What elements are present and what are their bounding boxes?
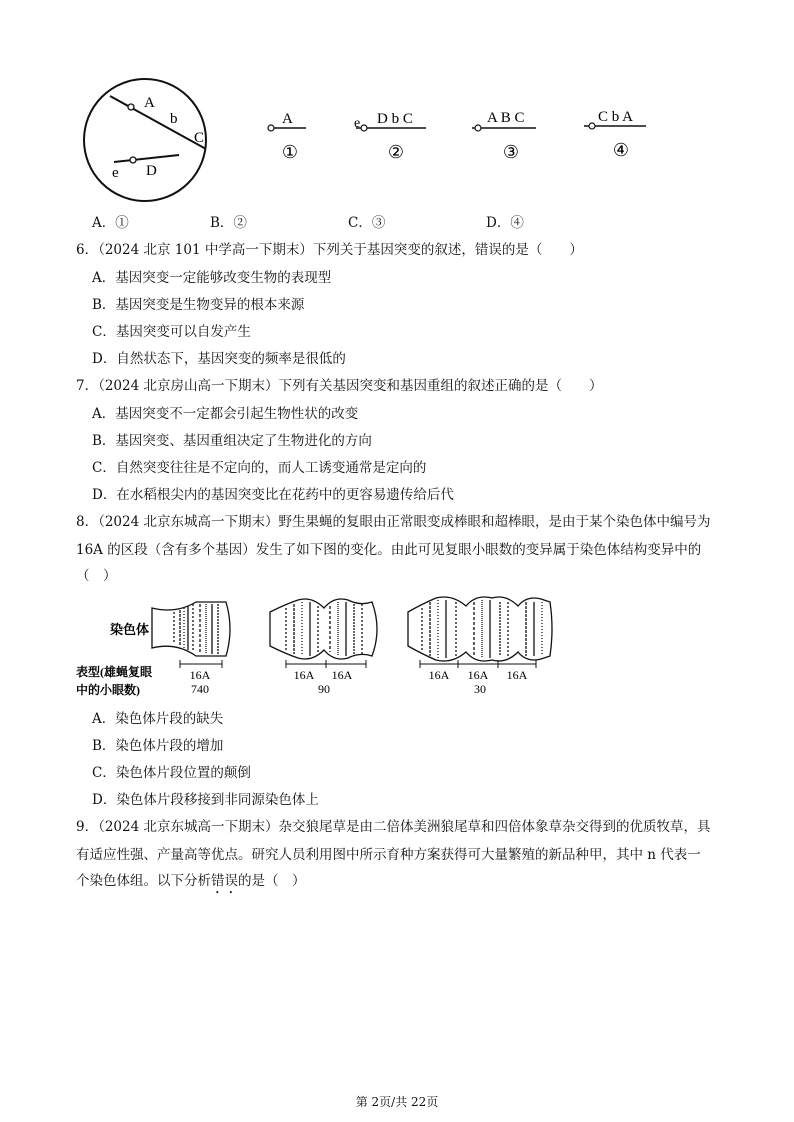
chromosome-ultrabar-eye [408,597,552,661]
page-footer: 第 2页/共 22页 [355,1095,439,1109]
q6-option-a: A．基因突变一定能够改变生物的表现型 [92,270,332,286]
option-2-number: ② [387,142,405,162]
q5-option-c: C．③ [348,215,386,231]
label-C: C [194,130,205,146]
option-4-centromere [589,123,595,129]
label-D: D [146,163,157,179]
option-2-centromere [361,125,367,131]
q7-option-a: A．基因突变不一定都会引起生物性状的改变 [92,406,359,422]
q9-stem-3c: 的是（ ） [238,873,306,889]
q5-option-a: A．① [92,215,129,231]
segment-label-3c: 16A [506,668,528,682]
chromosome-1 [110,96,206,149]
phenotype-label-1: 表型(雄蝇复眼 [76,665,152,679]
option-3-centromere [475,125,481,131]
option-1-centromere [268,125,274,131]
q7-stem: 7．（2024 北京房山高一下期末）下列有关基因突变和基因重组的叙述正确的是（ ） [76,378,603,394]
option-4-label: C b A [598,109,634,125]
q7-option-d: D．在水稻根尖内的基因突变比在花药中的更容易遗传给后代 [92,487,454,503]
q8-option-c: C．染色体片段位置的颠倒 [92,765,251,781]
chromosome-figure [80,76,680,206]
label-A: A [144,95,155,111]
q8-stem-line-2: 16A 的区段（含有多个基因）发生了如下图的变化。由此可见复眼小眼数的变异属于染色体结构变异中的 [76,542,702,558]
segment-label-1: 16A [189,668,211,682]
q6-option-c: C．基因突变可以自发产生 [92,324,251,340]
option-2-prefix: e [354,116,361,131]
q6-stem: 6．（2024 北京 101 中学高一下期末）下列关于基因突变的叙述，错误的是（ ） [76,242,583,258]
segment-label-2a: 16A [293,668,315,682]
option-2-label: D b C [377,111,413,127]
phenotype-label-2: 中的小眼数) [76,683,140,697]
option-1-number: ① [281,142,299,162]
q5-option-b: B．② [210,215,247,231]
segment-label-2b: 16A [331,668,353,682]
segment-label-3a: 16A [428,668,450,682]
q8-option-d: D．染色体片段移接到非同源染色体上 [92,792,319,808]
q5-option-d: D．④ [486,215,524,231]
option-4-number: ④ [612,140,630,160]
centromere-2 [130,157,136,163]
label-e: e [112,165,119,181]
option-3-label: A B C [487,110,525,126]
centromere-1 [128,104,134,110]
q9-emphasis-word: 错误 [211,873,238,889]
q6-option-b: B．基因突变是生物变异的根本来源 [92,297,305,313]
q8-chromosome-figure [76,594,556,704]
q8-option-a: A．染色体片段的缺失 [92,711,224,727]
q9-stem-line-1: 9．（2024 北京东城高一下期末）杂交狼尾草是由二倍体美洲狼尾草和四倍体象草杂交得到的优质牧草，具 [76,819,711,835]
chromosome-2 [114,155,179,162]
q6-option-d: D．自然状态下，基因突变的频率是很低的 [92,351,346,367]
chromosome-label: 染色体 [110,622,150,637]
label-b: b [170,111,178,127]
value-2: 90 [318,682,330,696]
segment-label-3b: 16A [467,668,489,682]
chromosome-bar-eye [270,599,377,659]
q8-stem-line-3: （ ） [76,568,117,584]
q8-option-b: B．染色体片段的增加 [92,738,224,754]
q7-option-c: C．自然突变往往是不定向的，而人工诱变通常是定向的 [92,460,427,476]
q9-stem-line-2: 有适应性强、产量高等优点。研究人员利用图中所示育种方案获得可大量繁殖的新品种甲，其中 n 代表一 [76,847,701,863]
q7-option-b: B．基因突变、基因重组决定了生物进化的方向 [92,433,372,449]
chromosome-normal [152,602,230,656]
q8-stem-line-1: 8．（2024 北京东城高一下期末）野生果蝇的复眼由正常眼变成棒眼和超棒眼，是由于某个染色体中编号为 [76,514,711,530]
value-3: 30 [474,682,486,696]
option-3-number: ③ [502,142,520,162]
option-1-label: A [282,111,293,127]
q9-stem-3a: 个染色体组。以下分析 [76,873,211,889]
value-1: 740 [191,682,209,696]
q9-stem-line-3 [76,871,306,897]
